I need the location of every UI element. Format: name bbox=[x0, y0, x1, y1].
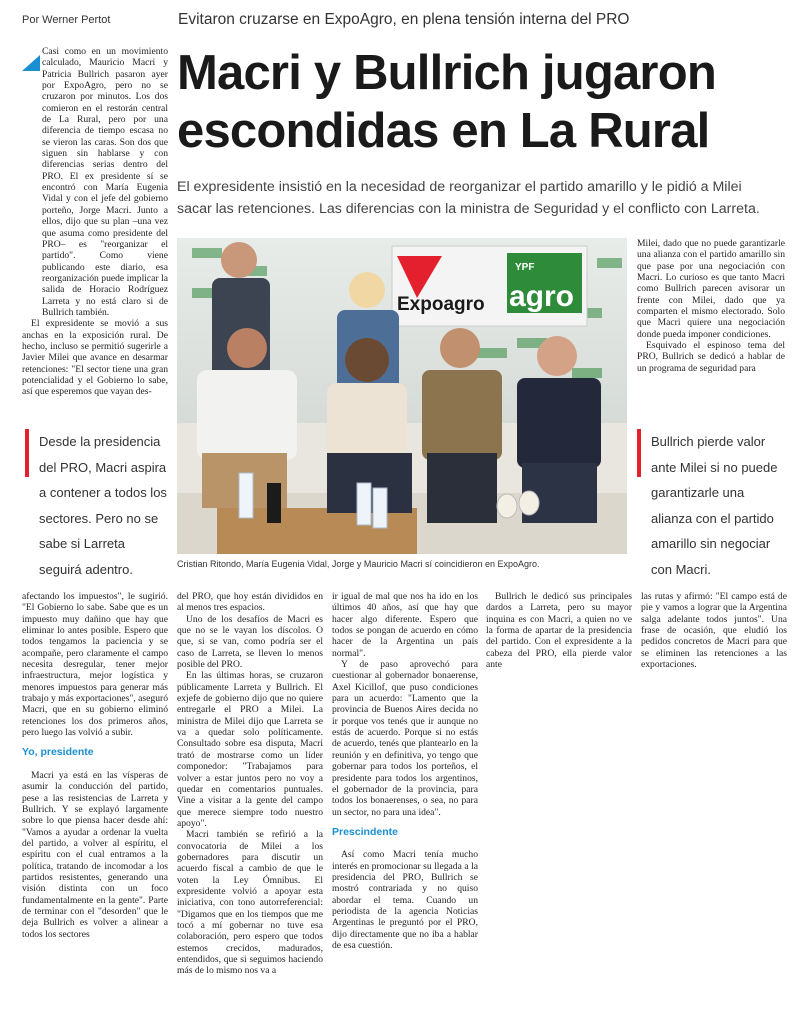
paragraph: Así como Macri tenía mucho interés en promocionar su llegada a la presidencia del PRO, Bullrich se mostró contrariada y no quiso abordar el tema. Cuando un periodista de la agencia Noticias Argentinas le preguntó por el PRO, dijo directamente que no iba a hablar de esa cuestión. bbox=[332, 849, 478, 951]
paragraph: ir igual de mal que nos ha ido en los últimos 40 años, así que hay que hacer algo diferente. Espero que todos se pongan de acuerdo en cómo hacer de la Argentina un país normal". bbox=[332, 591, 478, 659]
column-bottom-5 bbox=[641, 591, 787, 670]
pullquote-left bbox=[25, 429, 170, 582]
headline: Macri y Bullrich jugaron escondidas en La Rural bbox=[177, 46, 716, 158]
paragraph: Y de paso aprovechó para cuestionar al gobernador bonaerense, Axel Kicillof, que puso condiciones para un acuerdo: "Lamento que la provincia de Buenos Aires decida no ir porque vos tenés que ir aunque no estás de acuerdo. Porque si no estás de acuerdo, tenés que plantearlo en la reunión y en definitiva, yo tengo que gobernar para todos los porteños, el presidente para todos los argentinos, el gobernador de la provincia, para todos los bonaerenses, o sea, no para un sector, no para una idea". bbox=[332, 659, 478, 818]
pullquote-right bbox=[637, 429, 787, 582]
pullquote-bar bbox=[637, 429, 641, 477]
kicker: Evitaron cruzarse en ExpoAgro, en plena tensión interna del PRO bbox=[178, 11, 630, 28]
paragraph: afectando los impuestos", le sugirió. "El Gobierno lo sabe. Sabe que es un impuesto muy dañino que hay que eliminar lo antes posible. Espero que todos tengamos la paciencia y se acompañe, pero claramente el campo necesita desregular, tener mejor infraestructura, mejor logística y menores impuestos para generar más trabajo y más exportaciones", aseguró Macri, que en su gobierno eliminó retenciones los dos primeros años, pero luego las volvió a subir. bbox=[22, 591, 168, 739]
column-bottom-4 bbox=[486, 591, 632, 670]
section-heading: Prescindente bbox=[332, 825, 398, 838]
paragraph: Casi como en un movimiento calculado, Mauricio Macri y Patricia Bullrich pasaron ayer por ExpoAgro, pero no se cruzaron por minutos. Los dos comieron en el restorán central de La Rural, pero por una diferencia de tiempo escasa no se vieron las caras. Son dos que siguen sin hablarse y con diferencias serias dentro del PRO. El ex presidente sí se encontró con María Eugenia Vidal y con el jefe del gobierno porteño, Jorge Macri. Junto a ellos, dijo que su plan –una vez que asuma como presidente del PRO– es "reorganizar el partido". Como viene publicando este diario, esa reorganización puede implicar la salida de Horacio Rodríguez Larreta y no está claro si de Bullrich también. bbox=[42, 46, 168, 318]
column-right bbox=[637, 238, 785, 374]
news-photo bbox=[177, 238, 627, 554]
paragraph: Uno de los desafíos de Macri es que no se le vayan los díscolos. O que, si se van, como podría ser el caso de Larreta, se lleven lo menos posible del PRO. bbox=[177, 613, 323, 671]
sign-expoagro: Expoagro bbox=[397, 294, 485, 315]
pullquote-bar bbox=[25, 429, 29, 477]
paragraph: Macri ya está en las vísperas de asumir la conducción del partido, pese a las resistencias de Larreta y Bullrich. Y se explayó largamente sobre lo que piensa hacer desde ahí: "Vamos a ayudar a ordenar la vuelta del partido, a volver al espíritu, el espíritu con el cual entramos a la política, tratando de incomodar a los partidos resistentes, generando una visión distinta con un foco fundamentalmente en la gente". Parte de terminar con el "desorden" que le deja Bullrich es volver a alinear a todos los sectores bbox=[22, 769, 168, 940]
paragraph: Milei, dado que no puede garantizarle una alianza con el partido amarillo sin que pase por una negociación con Macri. Lo curioso es que tanto Macri como Bullrich parecen avisorar un frente con Milei, dado que ya comparten el mismo electorado. Solo que Macri quiere una negociación donde pueda imponer condiciones. bbox=[637, 238, 785, 340]
photo-caption: Cristian Ritondo, María Eugenia Vidal, Jorge y Mauricio Macri sí coincidieron en ExpoAgro. bbox=[177, 559, 540, 569]
paragraph: las rutas y afirmó: "El campo está de pie y vamos a lograr que la Argentina salga adelante todos juntos". Una frase de ocasión, que eludió los pedidos concretos de Macri para que se eliminen las retenciones a las exportaciones. bbox=[641, 591, 787, 671]
column-bottom-3 bbox=[332, 591, 478, 951]
subhead: El expresidente insistió en la necesidad de reorganizar el partido amarillo y le pidió a Milei sacar las retenciones. Las diferencias con la ministra de Seguridad y el conflicto con Larreta. bbox=[177, 179, 760, 217]
photo-illustration bbox=[177, 238, 627, 554]
column-lead bbox=[22, 46, 168, 398]
paragraph: Bullrich le dedicó sus principales dardos a Larreta, pero su mayor inquina es con Macri, a quien no ve la forma de apartar de la presidencia del partido. Con el expresidente a la cabeza del PRO, ella pierde valor ante bbox=[486, 591, 632, 671]
pullquote-text: Bullrich pierde valor ante Milei si no puede garantizarle una alianza con el partido amarillo sin negociar con Macri. bbox=[651, 434, 778, 577]
sign-agro: agro bbox=[509, 280, 575, 313]
section-heading: Yo, presidente bbox=[22, 746, 94, 759]
pullquote-text: Desde la presidencia del PRO, Macri aspira a contener a todos los sectores. Pero no se sabe si Larreta seguirá adentro. bbox=[39, 434, 167, 577]
paragraph: El expresidente se movió a sus anchas en la exposición rural. De hecho, incluso se permitió sugerirle a Javier Milei que avance en desarmar retenciones: "El sector tiene una gran potencialidad y el Gobierno lo sabe, así que esperemos que vayan des- bbox=[22, 318, 168, 398]
sign-ypf: YPF bbox=[515, 262, 535, 273]
paragraph: Macri también se refirió a la convocatoria de Milei a los gobernadores para discutir un acuerdo fiscal a cambio de que le voten la Ley Ómnibus. El expresidente volvió a apoyar esta iniciativa, con tono autorreferencial: "Digamos que en los tiempos que me tocó a mí gobernar no tuve esa colaboración, pero espero que todos estemos crecidos, madurados, entendidos, que si seguimos haciendo más de lo mismo nos va a bbox=[177, 829, 323, 977]
column-bottom-2 bbox=[177, 591, 323, 977]
column-bottom-1 bbox=[22, 591, 168, 940]
paragraph: del PRO, que hoy están divididos en al menos tres espacios. bbox=[177, 591, 323, 614]
byline: Por Werner Pertot bbox=[22, 14, 111, 26]
paragraph: En las últimas horas, se cruzaron públicamente Larreta y Bullrich. El exjefe de gobierno dijo que no quiere entregarle el PRO a Milei. La ministra de Milei dijo que Larreta se va a quedar solo políticamente. Consultado sobre esa disputa, Macri trató de mostrarse como un líder componedor: "Trabajamos para volver a estar juntos pero no voy a quedar en comentarios puntuales. Vine a visitar a la gente del campo que merece siempre todo nuestro apoyo". bbox=[177, 670, 323, 829]
paragraph: Esquivado el espinoso tema del PRO, Bullrich se dedicó a hablar de un programa de seguridad para bbox=[637, 340, 785, 374]
